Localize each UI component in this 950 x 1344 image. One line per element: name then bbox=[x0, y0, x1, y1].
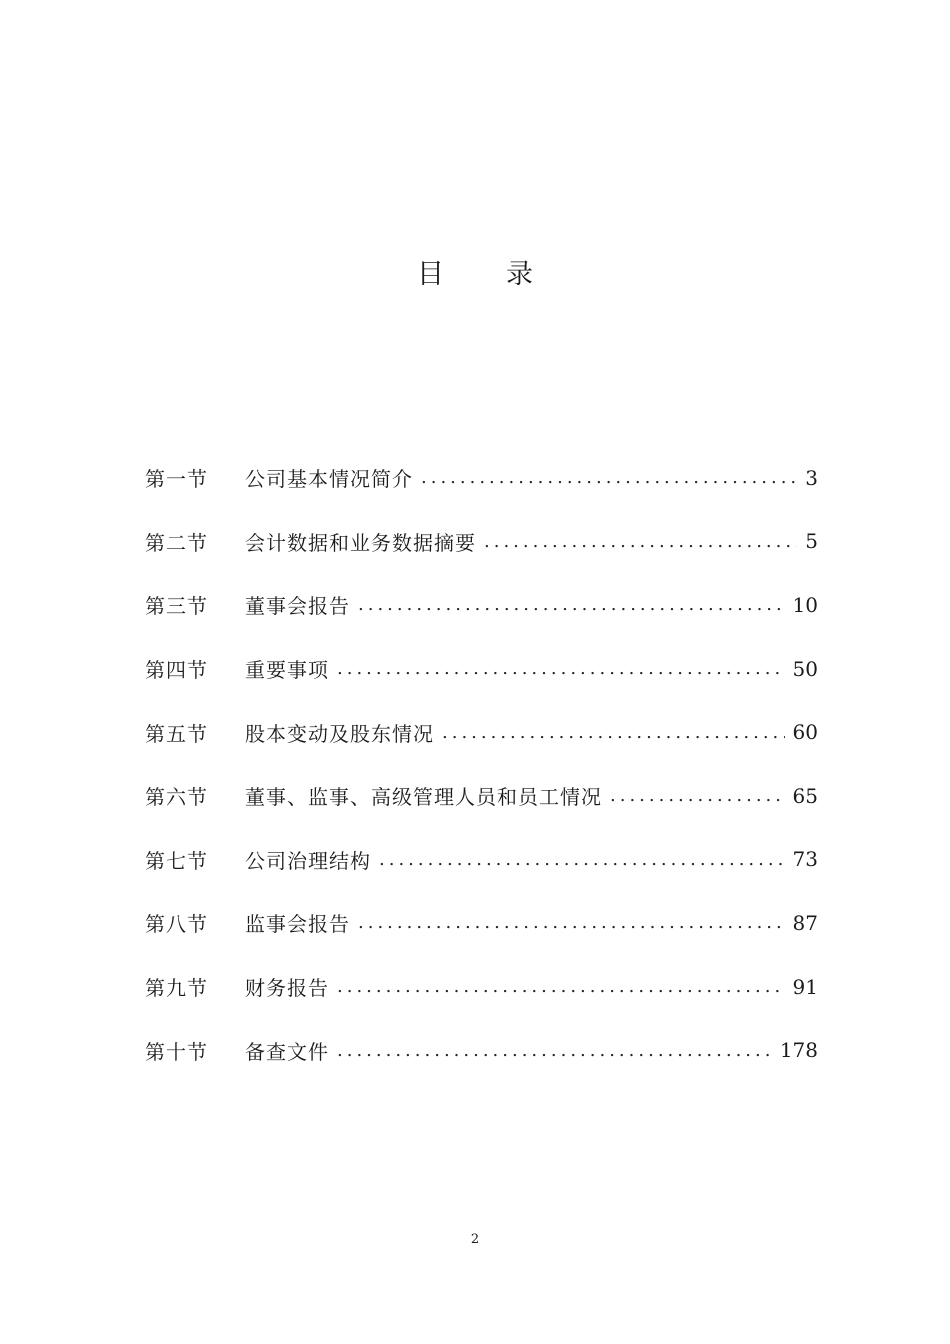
toc-entry-title: 会计数据和业务数据摘要 bbox=[245, 530, 476, 555]
toc-page-number: 10 bbox=[792, 592, 818, 617]
toc-leader-dots bbox=[421, 467, 797, 488]
toc-page-number: 60 bbox=[792, 720, 818, 745]
toc-entry[interactable] bbox=[145, 446, 818, 510]
toc-entry[interactable] bbox=[145, 1018, 818, 1082]
toc-section-label: 第五节 bbox=[145, 721, 208, 746]
toc-entry[interactable] bbox=[145, 764, 818, 828]
toc-section-label: 第四节 bbox=[145, 658, 208, 683]
toc-leader-dots bbox=[379, 849, 785, 870]
toc-section-label: 第七节 bbox=[145, 848, 208, 873]
toc-entry-title: 董事会报告 bbox=[245, 594, 350, 619]
toc-page-number: 65 bbox=[792, 783, 818, 808]
toc-section-label: 第八节 bbox=[145, 912, 208, 937]
toc-leader-dots bbox=[442, 722, 785, 743]
toc-page-number: 87 bbox=[792, 910, 818, 935]
toc-leader-dots bbox=[337, 658, 785, 679]
toc-entry-title: 公司治理结构 bbox=[245, 848, 371, 873]
toc-entry-title: 重要事项 bbox=[245, 658, 329, 683]
toc-section-label: 第一节 bbox=[145, 467, 208, 492]
toc-entry[interactable] bbox=[145, 510, 818, 574]
title-char-1: 目 bbox=[417, 259, 444, 290]
toc-entry[interactable] bbox=[145, 637, 818, 701]
toc-section-label: 第三节 bbox=[145, 594, 208, 619]
toc-entry-title: 监事会报告 bbox=[245, 912, 350, 937]
toc-section-label: 第六节 bbox=[145, 785, 208, 810]
toc-section-label: 第二节 bbox=[145, 530, 208, 555]
footer-page-number: 2 bbox=[470, 1232, 480, 1247]
toc-entry[interactable] bbox=[145, 700, 818, 764]
toc-entry[interactable] bbox=[145, 828, 818, 892]
toc-entry[interactable] bbox=[145, 891, 818, 955]
toc-section-label: 第九节 bbox=[145, 976, 208, 1001]
toc-page-number: 91 bbox=[792, 974, 818, 999]
toc-section-label: 第十节 bbox=[145, 1039, 208, 1064]
toc-leader-dots bbox=[484, 531, 797, 552]
toc-entry-title: 备查文件 bbox=[245, 1039, 329, 1064]
toc-page-number: 50 bbox=[792, 656, 818, 681]
page-title bbox=[0, 255, 950, 295]
toc-entry-title: 董事、监事、高级管理人员和员工情况 bbox=[245, 785, 602, 810]
toc-entry-title: 公司基本情况简介 bbox=[245, 467, 413, 492]
toc-page-number: 178 bbox=[779, 1038, 818, 1063]
toc-leader-dots bbox=[358, 912, 785, 933]
title-char-2: 录 bbox=[506, 259, 533, 290]
toc-page-number: 5 bbox=[805, 529, 818, 554]
toc-entry[interactable] bbox=[145, 573, 818, 637]
toc-page-number: 3 bbox=[805, 465, 818, 490]
toc-leader-dots bbox=[610, 785, 785, 806]
toc-leader-dots bbox=[337, 1040, 772, 1061]
toc-leader-dots bbox=[358, 594, 785, 615]
toc-entry-title: 股本变动及股东情况 bbox=[245, 721, 434, 746]
toc-entry[interactable] bbox=[145, 955, 818, 1019]
toc-leader-dots bbox=[337, 976, 785, 997]
toc-entry-title: 财务报告 bbox=[245, 976, 329, 1001]
table-of-contents bbox=[145, 446, 818, 1082]
toc-page-number: 73 bbox=[792, 847, 818, 872]
